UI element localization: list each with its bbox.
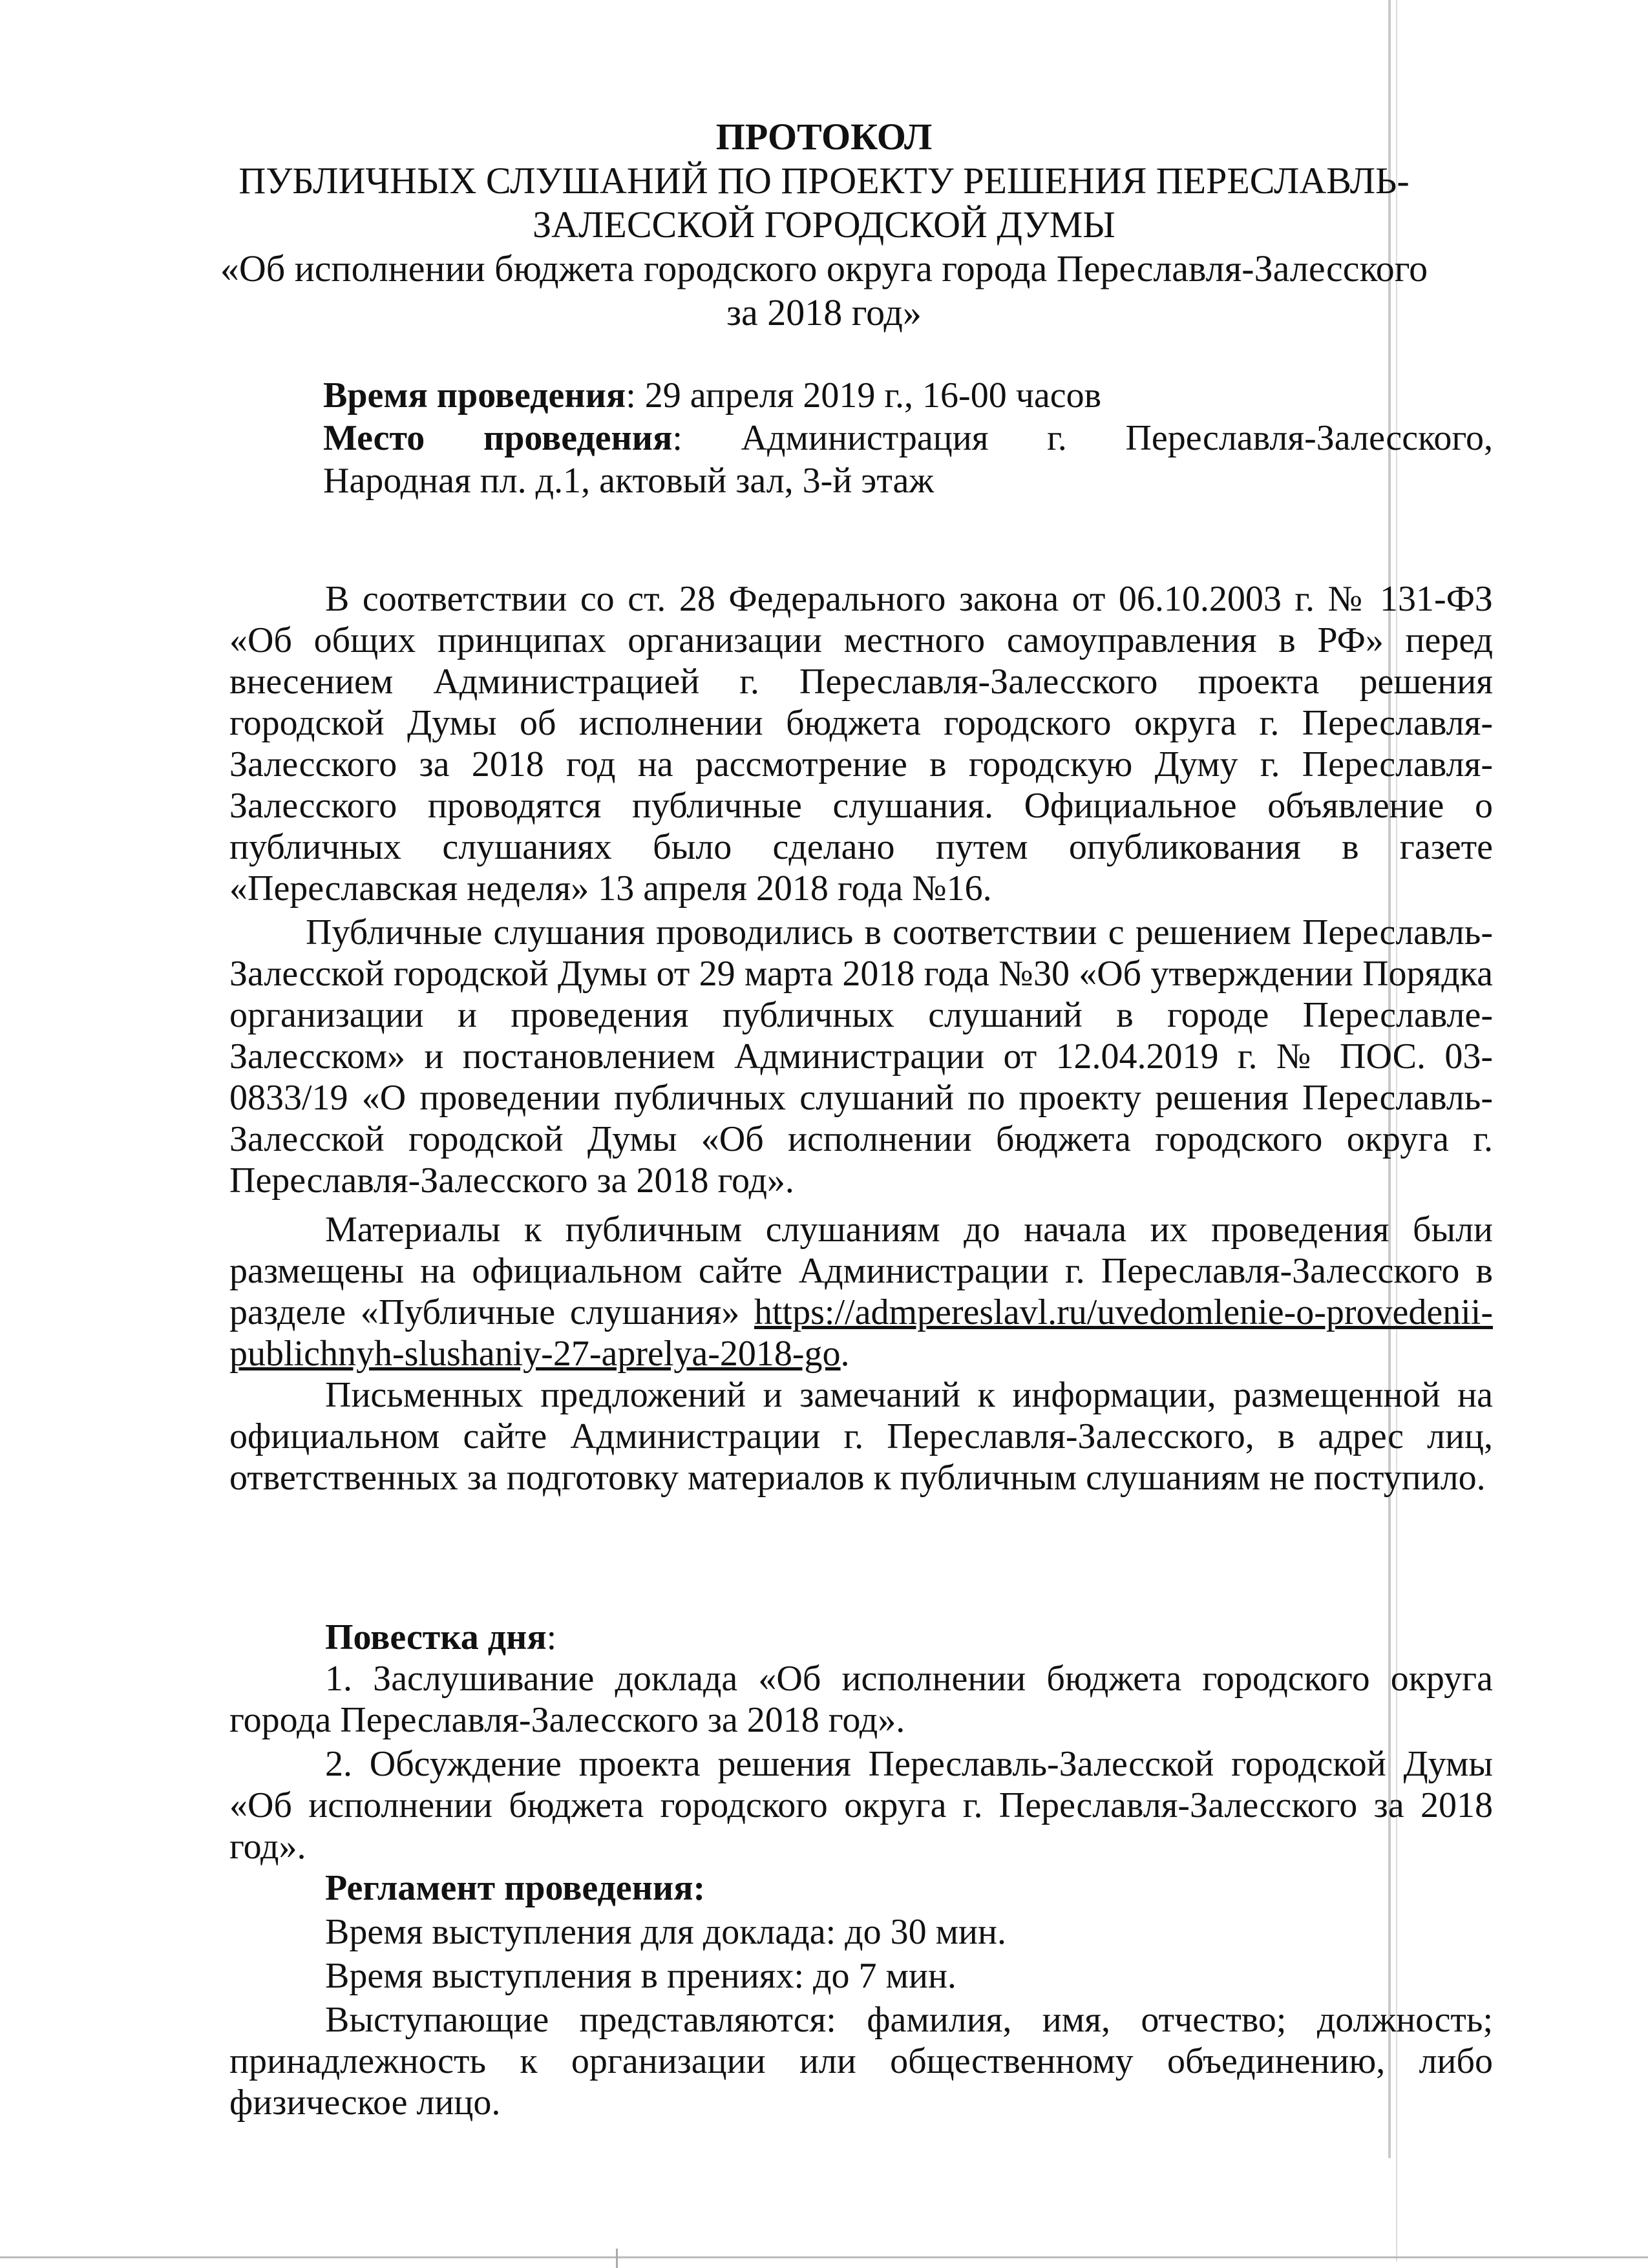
agenda-heading (229, 1617, 1493, 1658)
meeting-time (323, 375, 1493, 416)
agenda-item-2: 2. Обсуждение проекта решения Переславль-Залесской городской Думы «Об исполнении бюджета городского округа г. Переславля-Залесского за 2018 год». (229, 1744, 1493, 1867)
body-paragraphs (229, 578, 1493, 1498)
meeting-place (323, 417, 1493, 459)
regulations-report-time: Время выступления для доклада: до 30 мин. (325, 1912, 1006, 1952)
paragraph-materials (229, 1209, 1493, 1374)
scan-bottom-tick (616, 2249, 618, 2268)
paragraph-hearings-basis: Публичные слушания проводились в соответствии с решением Переславль-Залесской городской Думы от 29 марта 2018 года №30 «Об утверждении Порядка организации и проведения публичных слушаний в городе Переславле-Залесском» и постановлением Администрации от 12.04.2019 г. № ПОС. 03-0833/19 «О проведении публичных слушаний по проекту решения Переславль-Залесской городской Думы «Об исполнении бюджета городского округа г. Переславля-Залесского за 2018 год». (229, 912, 1493, 1201)
meeting-time-label: Время проведения (323, 375, 626, 415)
materials-link[interactable]: https://admpereslavl.ru/uvedomlenie-o-provedenii-publichnyh-slushaniy-27-aprelya-2018-go (229, 1292, 1493, 1374)
regulations-debate-time: Время выступления в прениях: до 7 мин. (325, 1956, 956, 1996)
scan-bottom-line (0, 2256, 1648, 2258)
document-topic-line1: «Об исполнении бюджета городского округа города Переславля-Залесского (220, 247, 1428, 289)
meeting-place-value: : Администрация г. Переславля-Залесского, (672, 418, 1493, 458)
regulations-label: Регламент проведения: (325, 1868, 706, 1908)
document-title: ПРОТОКОЛ (715, 116, 933, 158)
agenda-block (229, 1617, 1493, 2123)
document-subtitle-line2: ЗАЛЕССКОЙ ГОРОДСКОЙ ДУМЫ (533, 204, 1115, 246)
document-subtitle-line1: ПУБЛИЧНЫХ СЛУШАНИЙ ПО ПРОЕКТУ РЕШЕНИЯ ПЕРЕСЛАВЛЬ- (238, 160, 1410, 202)
paragraph-legal-basis: В соответствии со ст. 28 Федерального закона от 06.10.2003 г. № 131-ФЗ «Об общих принципах организации местного самоуправления в РФ» перед внесением Администрацией г. Переславля-Залесского проекта решения городской Думы об исполнении бюджета городского округа г. Переславля-Залесского за 2018 год на рассмотрение в городскую Думу г. Переславля-Залесского проводятся публичные слушания. Официальное объявление о публичных слушаниях было сделано путем опубликования в газете «Переславская неделя» 13 апреля 2018 года №16. (229, 579, 1493, 908)
meeting-time-value: : 29 апреля 2019 г., 16-00 часов (626, 375, 1102, 415)
document-topic-line2: за 2018 год» (726, 291, 922, 333)
regulations-heading (229, 1867, 1493, 1909)
agenda-label-suffix: : (546, 1617, 557, 1657)
agenda-label: Повестка дня (325, 1617, 547, 1657)
meeting-place-line2: Народная пл. д.1, актовый зал, 3-й этаж (323, 461, 935, 501)
meeting-place-label: Место проведения (323, 418, 673, 458)
agenda-item-1: 1. Заслушивание доклада «Об исполнении бюджета городского округа города Переславля-Залесского за 2018 год». (229, 1659, 1493, 1740)
materials-end: . (840, 1334, 850, 1374)
materials-text: Материалы к публичным слушаниям до начала их проведения были размещены на официальном сайте Администрации г. Переславля-Залесского в разделе «Публичные слушания» (229, 1210, 1493, 1332)
paragraph-no-proposals: Письменных предложений и замечаний к информации, размещенной на официальном сайте Администрации г. Переславля-Залесского, в адрес лиц, ответственных за подготовку материалов к публичным слушаниям не поступило. (229, 1375, 1493, 1498)
regulations-speakers: Выступающие представляются: фамилия, имя, отчество; должность; принадлежность к организации или общественному объединению, либо физическое лицо. (229, 2000, 1493, 2123)
